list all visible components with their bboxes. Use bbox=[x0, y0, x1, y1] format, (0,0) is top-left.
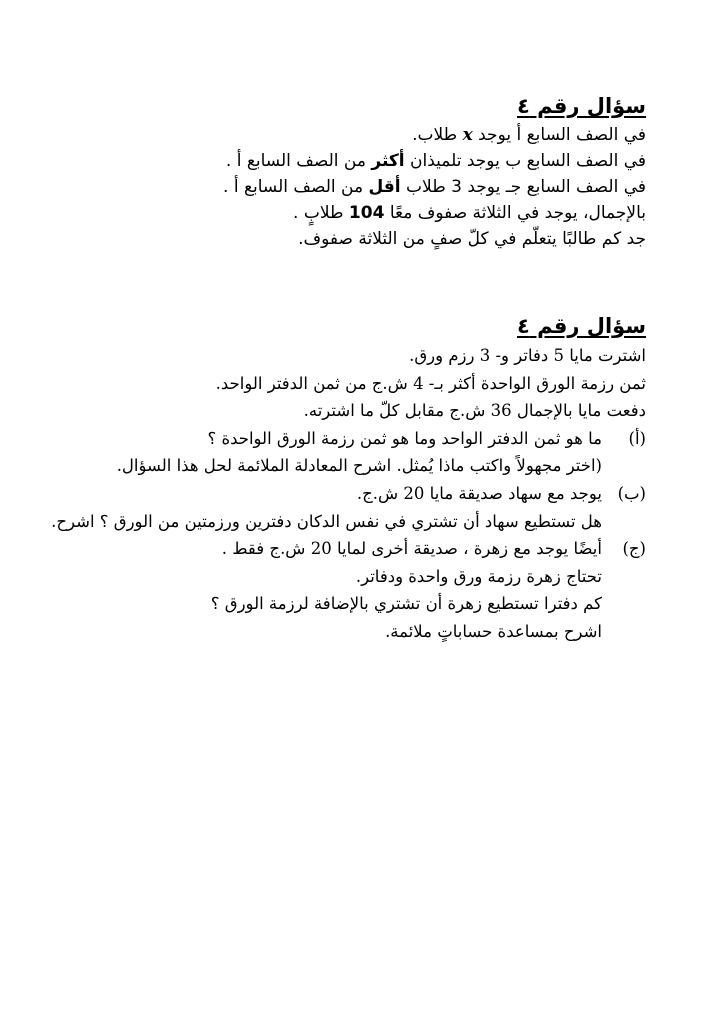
question-2 bbox=[51, 312, 646, 646]
q2-line-2: ثمن رزمة الورق الواحدة أكثر بـ- 4 ش.ج من ثمن الدفتر الواحد. bbox=[215, 373, 646, 393]
part-c-line-1: (ج)أيضًا يوجد مع زهرة ، صديقة أخرى لمايا 20 ش.ج فقط . bbox=[60, 535, 646, 563]
part-c-marker: (ج) bbox=[622, 539, 646, 559]
part-a-line-1: (أ)ما هو ثمن الدفتر الواحد وما هو ثمن رزمة الورق الواحدة ؟ bbox=[60, 425, 646, 453]
q1-line-2: في الصف السابع ب يوجد تلميذان أكثر من الصف السابع أ . bbox=[225, 151, 646, 171]
question-2-title: سؤال رقم ٤ bbox=[517, 314, 646, 338]
part-a-marker: (أ) bbox=[628, 428, 646, 448]
q1-line-5: جد كم طالبًا يتعلّم في كلّ صفٍ من الثلاثة صفوف. bbox=[298, 229, 646, 249]
variable-x: x bbox=[462, 125, 473, 145]
part-a-line-2: (اختر مجهولاً واكتب ماذا يُمثل. اشرح المعادلة الملائمة لحل هذا السؤال. bbox=[116, 456, 602, 476]
q1-line-4: بالإجمال، يوجد في الثلاثة صفوف معًا 104 طلابٍ . bbox=[293, 203, 646, 223]
part-b-line-1: (ب)يوجد مع سهاد صديقة مايا 20 ش.ج. bbox=[60, 480, 646, 508]
q2-line-1: اشترت مايا 5 دفاتر و- 3 رزم ورق. bbox=[409, 346, 646, 365]
question-1 bbox=[60, 92, 646, 252]
q1-line-1: في الصف السابع أ يوجد x طلاب. bbox=[412, 125, 646, 145]
question-1-title: سؤال رقم ٤ bbox=[517, 94, 646, 118]
part-b-line-2: هل تستطيع سهاد أن تشتري في نفس الدكان دفترين ورزمتين من الورق ؟ اشرح. bbox=[51, 511, 602, 531]
part-b-marker: (ب) bbox=[617, 483, 646, 503]
part-c-line-3: كم دفترا تستطيع زهرة أن تشتري بالإضافة لرزمة الورق ؟ bbox=[210, 594, 602, 614]
q1-line-3: في الصف السابع جـ يوجد 3 طلاب أقل من الصف السابع أ . bbox=[223, 177, 646, 197]
q2-line-3: دفعت مايا بالإجمال 36 ش.ج مقابل كلّ ما اشترته. bbox=[303, 401, 646, 421]
part-c-line-4: اشرح بمساعدة حساباتٍ ملائمة. bbox=[385, 621, 602, 641]
part-c-line-2: تحتاج زهرة رزمة ورق واحدة ودفاتر. bbox=[355, 566, 602, 586]
